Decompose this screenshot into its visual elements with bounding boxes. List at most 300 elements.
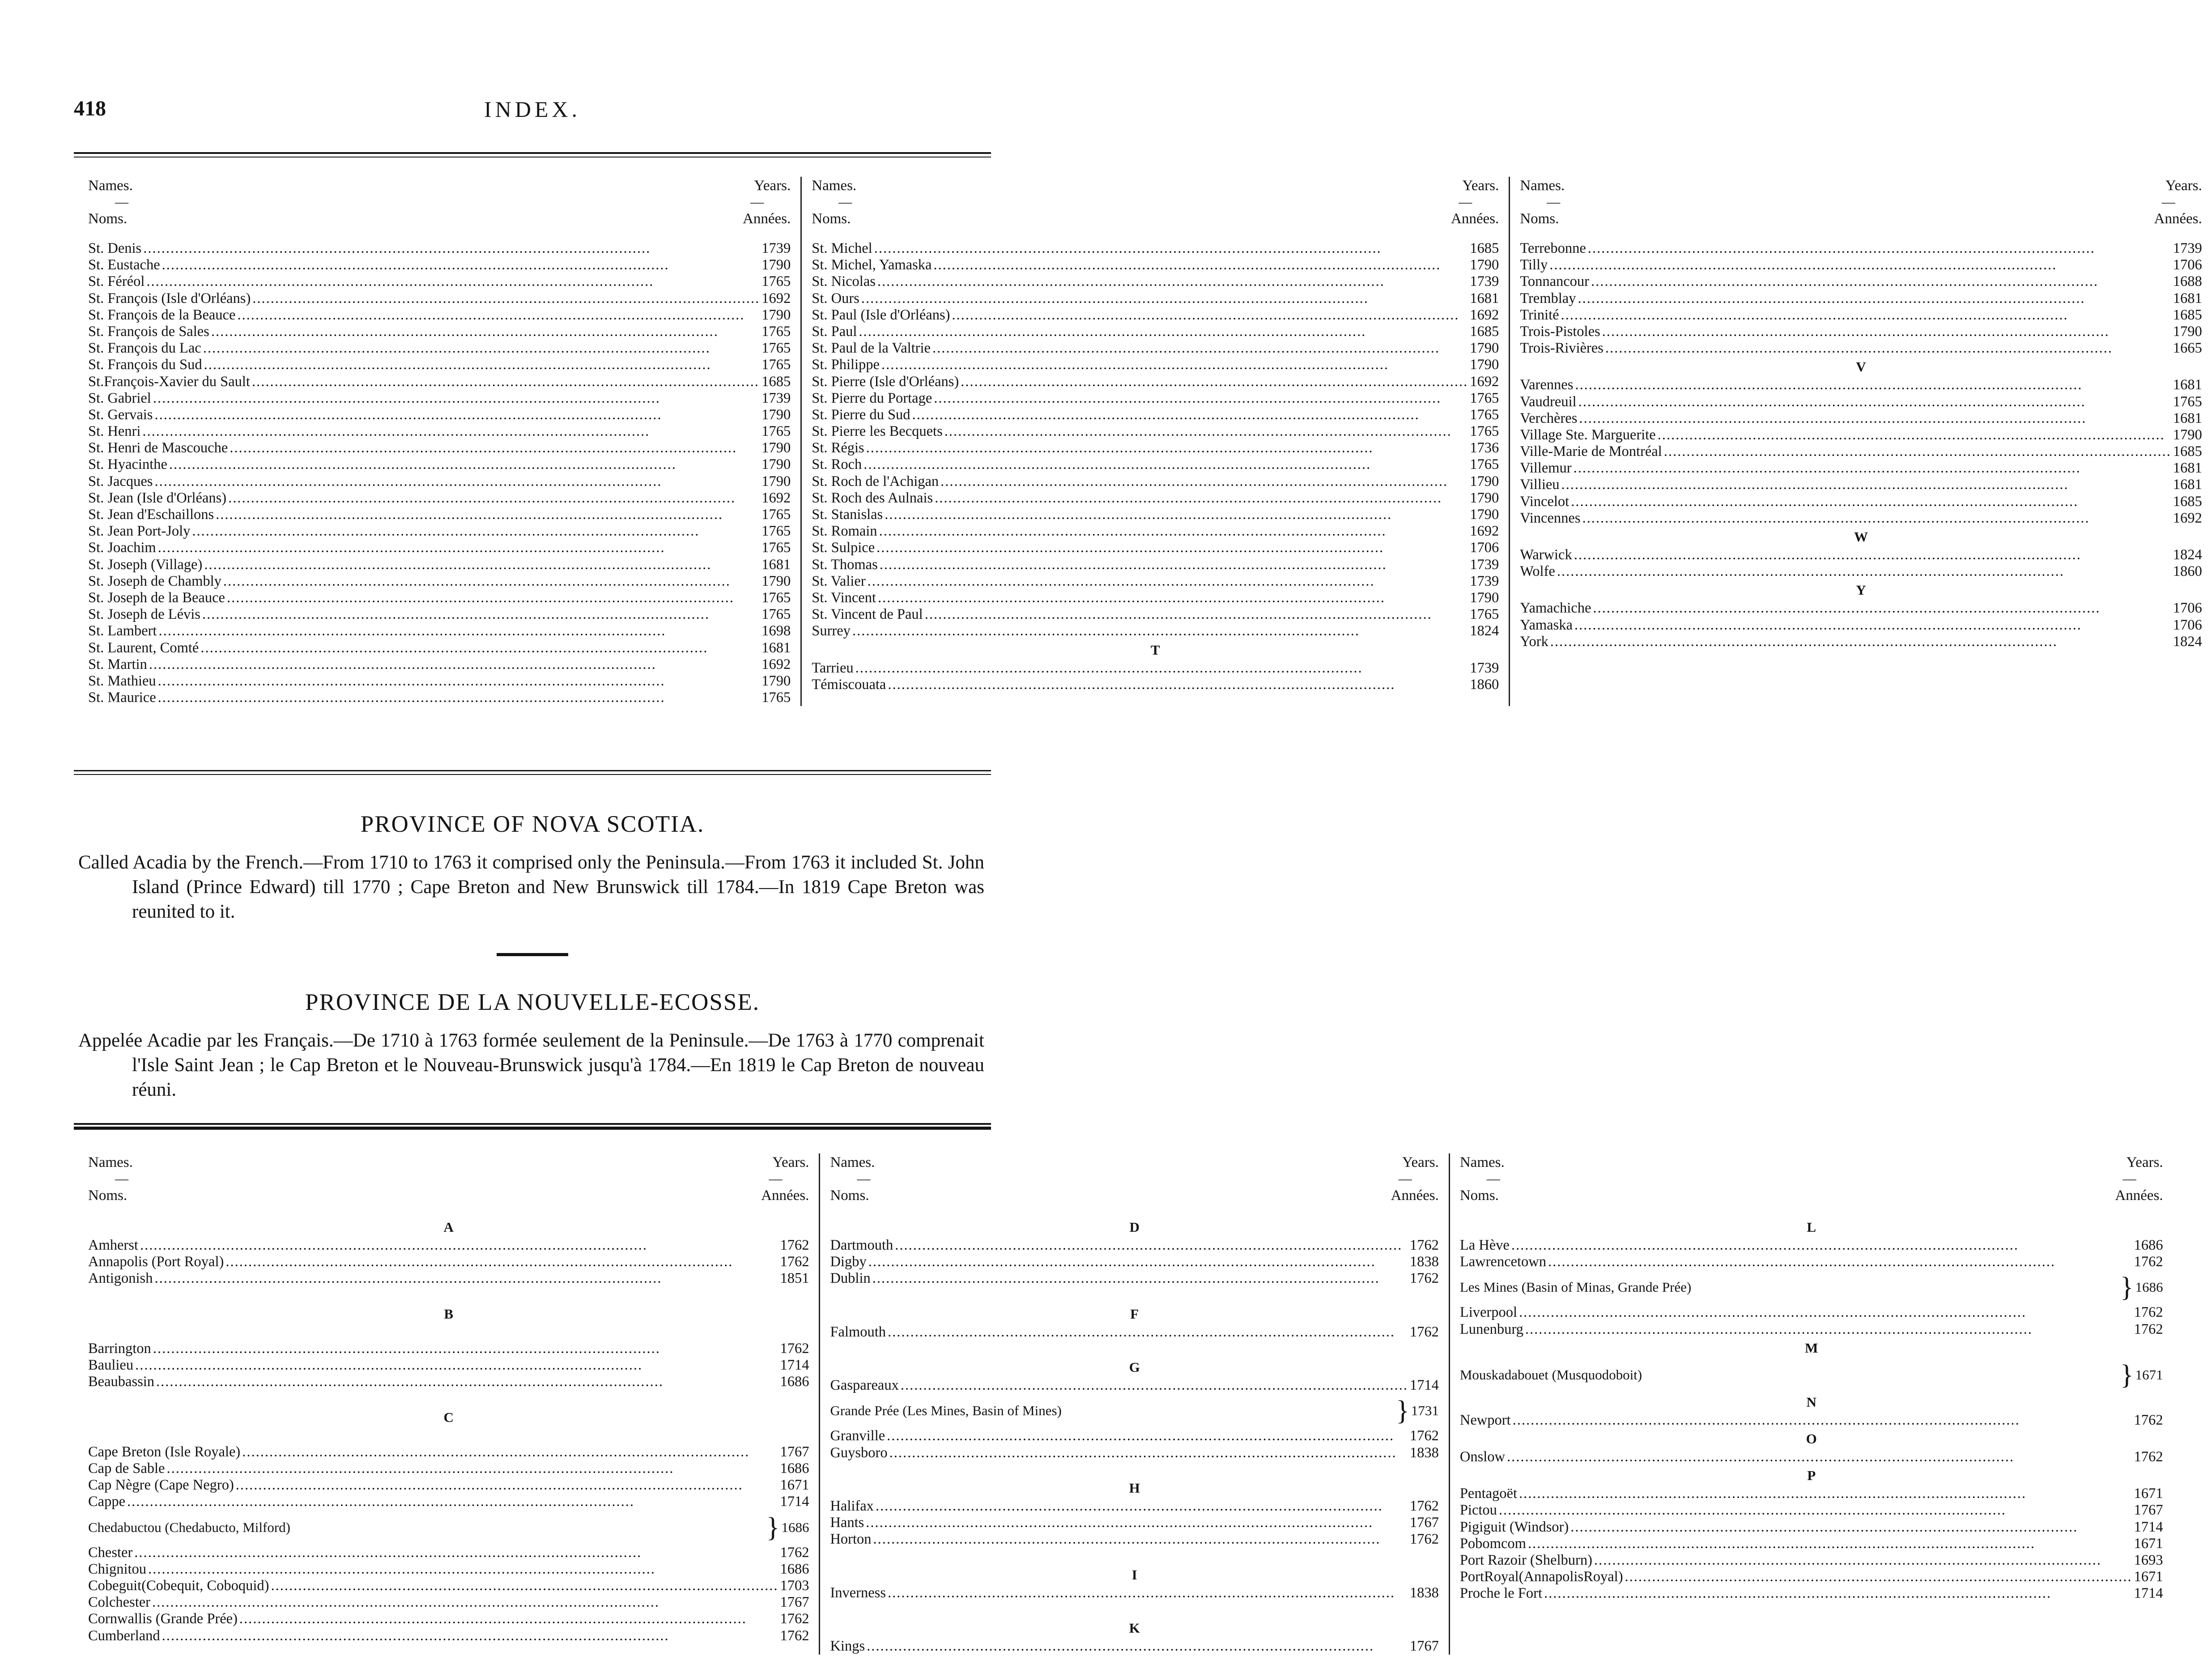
column-subheader bbox=[1460, 1187, 2163, 1204]
entry-name: St. Michel, Yamaska bbox=[812, 257, 932, 273]
entry-name: St. Lambert bbox=[88, 623, 157, 639]
header-spacer bbox=[812, 228, 1499, 240]
entry-year: 1762 bbox=[2134, 1304, 2163, 1321]
leader-dots bbox=[1519, 1485, 2132, 1502]
entry-year: 1765 bbox=[761, 523, 791, 540]
entry-year: 1767 bbox=[780, 1443, 809, 1460]
leader-dots bbox=[1511, 1237, 2132, 1254]
brace: } bbox=[2120, 1359, 2134, 1390]
letter-heading: A bbox=[443, 1219, 454, 1235]
leader-dots bbox=[154, 473, 760, 490]
entry-name: Cappe bbox=[88, 1494, 126, 1510]
entry-name: St. Jean Port-Joly bbox=[88, 523, 191, 540]
entry-year: 1765 bbox=[1470, 456, 1499, 473]
entry-name: Cobeguit(Cobequit, Coboquid) bbox=[88, 1578, 269, 1594]
leader-dots bbox=[142, 423, 760, 440]
index-entry bbox=[1460, 1485, 2163, 1502]
index-entry bbox=[1460, 1536, 2163, 1552]
heading-english: PROVINCE OF NOVA SCOTIA. bbox=[360, 811, 705, 837]
index-column bbox=[1449, 1153, 2173, 1655]
entry-name: Mouskadabouet (Musquodoboit) bbox=[1459, 1366, 1642, 1383]
leader-dots bbox=[211, 323, 760, 340]
entry-name: St. Mathieu bbox=[88, 672, 156, 689]
years-label: Years. bbox=[772, 1154, 809, 1170]
years-label: Years. bbox=[754, 178, 791, 194]
letter-heading: P bbox=[1807, 1468, 1816, 1484]
leader-dots bbox=[1544, 1585, 2132, 1602]
annees-label: Années. bbox=[2115, 1187, 2163, 1204]
entry-year: 1739 bbox=[761, 390, 791, 406]
leader-dots bbox=[148, 1561, 778, 1578]
leader-dots bbox=[864, 456, 1468, 473]
entry-name: St. Roch de l'Achigan bbox=[812, 473, 939, 489]
entry-year: 1681 bbox=[2173, 410, 2202, 426]
leader-dots bbox=[1519, 1304, 2132, 1321]
entry-year: 1838 bbox=[1409, 1254, 1439, 1270]
index-column bbox=[78, 177, 800, 706]
entry-name: St. Pierre du Sud bbox=[812, 406, 910, 423]
index-entry bbox=[88, 1444, 809, 1460]
leader-dots bbox=[152, 1594, 778, 1611]
entry-name: Granville bbox=[830, 1428, 885, 1444]
entry-year: 1706 bbox=[1470, 540, 1499, 556]
index-entry bbox=[1520, 340, 2202, 357]
leader-dots bbox=[1594, 1552, 2132, 1569]
entry-name: Tilly bbox=[1520, 257, 1548, 273]
entry-name: Cape Breton (Isle Royale) bbox=[88, 1443, 241, 1460]
entry-year: 1706 bbox=[2173, 257, 2202, 273]
index-entry bbox=[812, 677, 1499, 693]
entry-year: 1692 bbox=[761, 489, 791, 506]
header-spacer bbox=[1460, 1204, 2163, 1217]
index-entry bbox=[812, 473, 1499, 490]
leader-dots bbox=[252, 374, 760, 390]
index-entry bbox=[88, 456, 791, 473]
entry-name: St. Eustache bbox=[88, 257, 160, 273]
annees-label: Années. bbox=[2154, 211, 2202, 227]
entry-year: 1686 bbox=[780, 1460, 809, 1477]
leader-dots bbox=[1571, 494, 2171, 510]
leader-dots bbox=[944, 423, 1468, 440]
entry-name: St. Denis bbox=[88, 240, 142, 256]
leader-dots bbox=[154, 407, 760, 423]
entry-name: Chignitou bbox=[88, 1561, 147, 1577]
letter-heading: F bbox=[1130, 1306, 1139, 1322]
column-subheader bbox=[830, 1187, 1438, 1204]
leader-dots bbox=[859, 323, 1468, 340]
header-dashes bbox=[1460, 1171, 2163, 1187]
index-entry bbox=[88, 640, 791, 656]
entry-year: 1790 bbox=[1470, 489, 1499, 506]
entry-year: 1698 bbox=[761, 623, 791, 639]
entry-name: Proche le Fort bbox=[1459, 1585, 1542, 1602]
leader-dots bbox=[127, 1494, 778, 1510]
entry-name: St. Régis bbox=[812, 440, 864, 456]
entry-name: Amherst bbox=[88, 1237, 138, 1253]
entry-year: 1765 bbox=[761, 423, 791, 440]
leader-dots bbox=[880, 557, 1468, 573]
leader-dots bbox=[1499, 1502, 2132, 1519]
entry-year: 1765 bbox=[1470, 406, 1499, 423]
section-divider bbox=[497, 953, 568, 956]
leader-dots bbox=[961, 374, 1468, 390]
index-entry bbox=[1520, 510, 2202, 527]
entry-name: Beaubassin bbox=[88, 1374, 155, 1390]
index-entry bbox=[1460, 1270, 2163, 1304]
entry-name: Colchester bbox=[88, 1594, 150, 1611]
entry-year: 1765 bbox=[761, 273, 791, 290]
entry-year: 1765 bbox=[761, 540, 791, 556]
entry-name: St. Joseph de la Beauce bbox=[88, 589, 225, 606]
annees-label: Années. bbox=[1391, 1187, 1439, 1204]
entry-name: St. Pierre du Portage bbox=[812, 390, 932, 406]
index-entry bbox=[1460, 1552, 2163, 1569]
entry-year: 1692 bbox=[1470, 523, 1499, 540]
entry-name: PortRoyal(AnnapolisRoyal) bbox=[1459, 1569, 1623, 1585]
entry-year: 1838 bbox=[1409, 1584, 1439, 1601]
column-subheader bbox=[812, 210, 1499, 228]
index-entry bbox=[88, 307, 791, 323]
leader-dots bbox=[901, 1377, 1408, 1394]
leader-dots bbox=[1570, 1519, 2132, 1536]
entry-year: 1681 bbox=[2173, 460, 2202, 477]
letter-heading: T bbox=[1150, 642, 1160, 658]
leader-dots bbox=[134, 1545, 778, 1561]
entry-name: St. Joseph de Lévis bbox=[88, 606, 200, 623]
entry-year: 1790 bbox=[761, 257, 791, 273]
column-header bbox=[1460, 1153, 2163, 1171]
entry-year: 1681 bbox=[2173, 290, 2202, 306]
entry-year: 1824 bbox=[1470, 623, 1499, 639]
index-column bbox=[78, 1153, 819, 1655]
entry-year: 1671 bbox=[2134, 1485, 2163, 1502]
entry-year: 1671 bbox=[2134, 1535, 2163, 1552]
index-entry bbox=[1520, 273, 2202, 290]
entry-year: 1665 bbox=[2173, 340, 2202, 357]
index-entry bbox=[88, 273, 791, 290]
header-dashes bbox=[88, 1171, 809, 1187]
entry-name: St. François du Sud bbox=[88, 357, 202, 373]
entry-name: Trois-Rivières bbox=[1520, 340, 1604, 357]
index-entry bbox=[88, 1578, 809, 1594]
entry-year: 1765 bbox=[1470, 423, 1499, 440]
letter-heading: Y bbox=[1856, 582, 1866, 598]
noms-label: Noms. bbox=[88, 211, 128, 227]
entry-year: 1790 bbox=[761, 306, 791, 323]
entry-year: 1762 bbox=[780, 1254, 809, 1270]
index-entry bbox=[88, 1237, 809, 1254]
entry-name: Cap Nègre (Cape Negro) bbox=[88, 1477, 234, 1494]
index-entry bbox=[830, 1585, 1438, 1601]
years-label: Years. bbox=[1462, 178, 1499, 194]
entry-name: Cap de Sable bbox=[88, 1460, 165, 1477]
letter-heading: I bbox=[1132, 1566, 1137, 1583]
index-entry bbox=[1460, 1585, 2163, 1602]
entry-year: 1762 bbox=[780, 1627, 809, 1644]
entry-name: St. Jacques bbox=[88, 473, 153, 489]
leader-dots bbox=[153, 390, 760, 407]
index-entry bbox=[88, 1594, 809, 1611]
leader-dots bbox=[203, 340, 760, 357]
index-entry bbox=[88, 340, 791, 357]
paragraph-french: Appelée Acadie par les Français.—De 1710 à 1763 formée seulement de la Peninsule.—De 1763 à 1770 comprenait l'Isle Saint Jean ; le Cap Breton et le Nouveau-Brunswick jusqu'à 1784.—En 1819 le Cap Breton de nouveau réuni. bbox=[78, 1030, 984, 1100]
leader-dots bbox=[933, 257, 1468, 273]
leader-dots bbox=[1574, 617, 2171, 634]
entry-year: 1681 bbox=[2173, 477, 2202, 493]
index-entry bbox=[812, 407, 1499, 423]
entry-year: 1703 bbox=[780, 1578, 809, 1594]
entry-year: 1765 bbox=[761, 689, 791, 706]
leader-dots bbox=[143, 240, 760, 257]
leader-dots bbox=[888, 1585, 1408, 1601]
entry-name: Grande Prée (Les Mines, Basin of Mines) bbox=[830, 1403, 1062, 1419]
entry-year: 1688 bbox=[2173, 273, 2202, 290]
index-column bbox=[800, 177, 1509, 706]
page-header bbox=[74, 96, 991, 132]
entry-year: 1762 bbox=[780, 1340, 809, 1357]
leader-dots bbox=[1664, 443, 2171, 460]
entry-name: Villemur bbox=[1520, 460, 1572, 477]
entry-year: 1765 bbox=[761, 589, 791, 606]
index-entry bbox=[88, 490, 791, 506]
leader-dots bbox=[1561, 307, 2171, 323]
leader-dots bbox=[156, 1374, 778, 1390]
index-entry bbox=[812, 290, 1499, 307]
entry-year: 1762 bbox=[1409, 1237, 1439, 1253]
annees-label: Années. bbox=[743, 211, 791, 227]
entry-year: 1739 bbox=[1470, 573, 1499, 589]
entry-year: 1765 bbox=[761, 323, 791, 340]
leader-dots bbox=[895, 1237, 1408, 1254]
leader-dots bbox=[166, 1460, 778, 1477]
entry-year: 1681 bbox=[2173, 377, 2202, 393]
leader-dots bbox=[881, 357, 1468, 373]
leader-dots bbox=[1550, 634, 2171, 650]
entry-name: Digby bbox=[830, 1254, 867, 1270]
index-entry bbox=[1460, 1519, 2163, 1536]
index-entry bbox=[88, 1340, 809, 1357]
leader-dots bbox=[1574, 460, 2171, 477]
index-entry bbox=[88, 557, 791, 573]
index-entry bbox=[812, 323, 1499, 340]
index-entry bbox=[1460, 1237, 2163, 1254]
letter-heading: C bbox=[443, 1409, 454, 1425]
entry-name: Trois-Pistoles bbox=[1520, 323, 1600, 340]
names-label: Names. bbox=[1520, 178, 1565, 194]
entry-name: Vaudreuil bbox=[1520, 393, 1577, 410]
column-subheader bbox=[88, 210, 791, 228]
index-entry bbox=[830, 1498, 1438, 1515]
index-entry bbox=[88, 1254, 809, 1270]
entry-name: Lawrencetown bbox=[1459, 1254, 1546, 1270]
index-entry bbox=[88, 523, 791, 540]
index-entry bbox=[812, 660, 1499, 677]
leader-dots bbox=[135, 1357, 778, 1374]
entry-name: Lunenburg bbox=[1459, 1321, 1523, 1337]
years-label: Years. bbox=[2165, 178, 2202, 194]
index-entry bbox=[1520, 563, 2202, 580]
entry-name: St. Jean (Isle d'Orléans) bbox=[88, 489, 227, 506]
index-entry bbox=[88, 656, 791, 673]
leader-dots bbox=[162, 1628, 778, 1644]
leader-dots bbox=[873, 1531, 1408, 1548]
entry-year: 1714 bbox=[2134, 1519, 2163, 1535]
entry-name: St. Stanislas bbox=[812, 506, 883, 523]
leader-dots bbox=[1593, 600, 2171, 617]
leader-dots bbox=[868, 573, 1468, 590]
noms-label: Noms. bbox=[88, 1187, 128, 1204]
entry-year: 1671 bbox=[780, 1477, 809, 1494]
entry-year: 1692 bbox=[1470, 306, 1499, 323]
dash: — bbox=[750, 195, 764, 209]
index-entry bbox=[88, 1374, 809, 1390]
entry-name: York bbox=[1520, 633, 1548, 650]
dash: — bbox=[1459, 195, 1472, 209]
entry-year: 1765 bbox=[2173, 393, 2202, 410]
index-entry bbox=[88, 606, 791, 623]
leader-dots bbox=[1591, 273, 2171, 290]
letter-heading: L bbox=[1807, 1219, 1816, 1235]
header-dashes bbox=[830, 1171, 1438, 1187]
entry-name: Verchères bbox=[1520, 410, 1578, 426]
index-entry bbox=[88, 357, 791, 373]
leader-dots bbox=[1561, 477, 2171, 493]
index-entry bbox=[812, 273, 1499, 290]
entry-year: 1790 bbox=[761, 672, 791, 689]
entry-name: St. Joachim bbox=[88, 540, 156, 556]
entry-year: 1851 bbox=[780, 1270, 809, 1287]
entry-name: St. Paul bbox=[812, 323, 857, 340]
entry-name: St. Paul de la Valtrie bbox=[812, 340, 931, 357]
column-header bbox=[88, 1153, 809, 1171]
leader-dots bbox=[866, 1515, 1408, 1531]
names-label: Names. bbox=[88, 178, 133, 194]
index-column bbox=[819, 1153, 1448, 1655]
entry-year: 1790 bbox=[1470, 340, 1499, 357]
entry-name: Témiscouata bbox=[812, 676, 886, 693]
entry-year: 1765 bbox=[761, 506, 791, 523]
index-entry bbox=[88, 1561, 809, 1578]
entry-name: Vincelot bbox=[1520, 493, 1570, 510]
dash: — bbox=[769, 1171, 783, 1186]
leader-dots bbox=[204, 557, 760, 573]
column-subheader bbox=[88, 1187, 809, 1204]
entry-year: 1736 bbox=[1470, 440, 1499, 456]
entry-year: 1739 bbox=[761, 240, 791, 256]
leader-dots bbox=[204, 357, 760, 373]
entry-name: Pobomcom bbox=[1459, 1535, 1526, 1552]
entry-year: 1739 bbox=[1470, 660, 1499, 676]
index-entry bbox=[830, 1515, 1438, 1531]
leader-dots bbox=[855, 660, 1468, 677]
index-entry bbox=[1460, 1569, 2163, 1585]
leader-dots bbox=[940, 473, 1468, 490]
entry-year: 1762 bbox=[1409, 1323, 1439, 1340]
letter-heading: G bbox=[1129, 1359, 1140, 1375]
letter-heading: D bbox=[1129, 1219, 1140, 1235]
index-entry bbox=[1520, 240, 2202, 257]
entry-name: Villieu bbox=[1520, 477, 1560, 493]
blank-row bbox=[88, 1427, 809, 1444]
index-entry bbox=[812, 523, 1499, 540]
index-entry bbox=[1520, 307, 2202, 323]
leader-dots bbox=[1579, 410, 2171, 427]
entry-name: St. François du Lac bbox=[88, 340, 201, 357]
entry-year: 1739 bbox=[1470, 556, 1499, 573]
dash: — bbox=[838, 195, 852, 209]
leader-dots bbox=[237, 307, 760, 323]
leader-dots bbox=[1574, 547, 2171, 563]
entry-name: Inverness bbox=[830, 1584, 886, 1601]
header-spacer bbox=[830, 1204, 1438, 1217]
entry-name: St. Pierre (Isle d'Orléans) bbox=[812, 373, 959, 390]
index-entry bbox=[88, 1357, 809, 1374]
entry-year: 1790 bbox=[2173, 323, 2202, 340]
leader-dots bbox=[1625, 1569, 2132, 1585]
entry-year: 1762 bbox=[1409, 1428, 1439, 1444]
entry-year: 1739 bbox=[2173, 240, 2202, 256]
entry-year: 1714 bbox=[1409, 1377, 1439, 1394]
index-entry bbox=[1460, 1412, 2163, 1429]
letter-heading: M bbox=[1805, 1340, 1818, 1356]
entry-name: St. Michel bbox=[812, 240, 872, 256]
entry-name: Barrington bbox=[88, 1340, 151, 1357]
entry-name: Cornwallis (Grande Prée) bbox=[88, 1611, 238, 1627]
index-entry bbox=[812, 423, 1499, 440]
index-entry bbox=[830, 1394, 1438, 1428]
leader-dots bbox=[230, 440, 760, 456]
years-label: Years. bbox=[2126, 1154, 2163, 1170]
leader-dots bbox=[1513, 1412, 2132, 1429]
entry-name: Guysboro bbox=[830, 1444, 888, 1461]
header-dashes bbox=[1520, 195, 2202, 210]
index-entry bbox=[812, 307, 1499, 323]
leader-dots bbox=[874, 240, 1468, 257]
leader-dots bbox=[934, 390, 1468, 407]
entry-year: 1790 bbox=[761, 456, 791, 473]
index-entry bbox=[1460, 1449, 2163, 1465]
noms-label: Noms. bbox=[830, 1187, 869, 1204]
letter-heading: O bbox=[1806, 1430, 1817, 1447]
index-entry bbox=[88, 1628, 809, 1644]
index-entry bbox=[88, 374, 791, 390]
paragraph-english: Called Acadia by the French.—From 1710 to 1763 it comprised only the Peninsula.—From 1763 it included St. John Island (Prince Edward) till 1770 ; Cape Breton and New Brunswick till 1784.—In 1819 Cape Breton was reunited to it. bbox=[78, 852, 984, 922]
top-rule bbox=[74, 152, 991, 154]
index-entry bbox=[830, 1377, 1438, 1394]
entry-year: 1790 bbox=[761, 406, 791, 423]
entry-year: 1790 bbox=[1470, 473, 1499, 489]
leader-dots bbox=[1588, 240, 2171, 257]
index-entry bbox=[830, 1254, 1438, 1270]
leader-dots bbox=[1575, 377, 2171, 393]
index-entry bbox=[1520, 494, 2202, 510]
entry-year: 1762 bbox=[1409, 1270, 1439, 1287]
entry-name: Antigonish bbox=[88, 1270, 153, 1287]
index-entry bbox=[88, 1270, 809, 1287]
index-entry bbox=[88, 290, 791, 307]
leader-dots bbox=[1549, 257, 2171, 273]
entry-year: 1685 bbox=[1470, 240, 1499, 256]
entry-year: 1685 bbox=[2173, 493, 2202, 510]
header-spacer bbox=[88, 1204, 809, 1217]
entry-name: St. Henri de Mascouche bbox=[88, 440, 228, 456]
leader-dots bbox=[239, 1611, 778, 1627]
blank-row bbox=[830, 1461, 1438, 1478]
column-header bbox=[88, 177, 791, 195]
entry-name: Pigiguit (Windsor) bbox=[1459, 1519, 1569, 1535]
entry-name: Liverpool bbox=[1459, 1304, 1518, 1321]
leader-dots bbox=[1658, 427, 2171, 443]
